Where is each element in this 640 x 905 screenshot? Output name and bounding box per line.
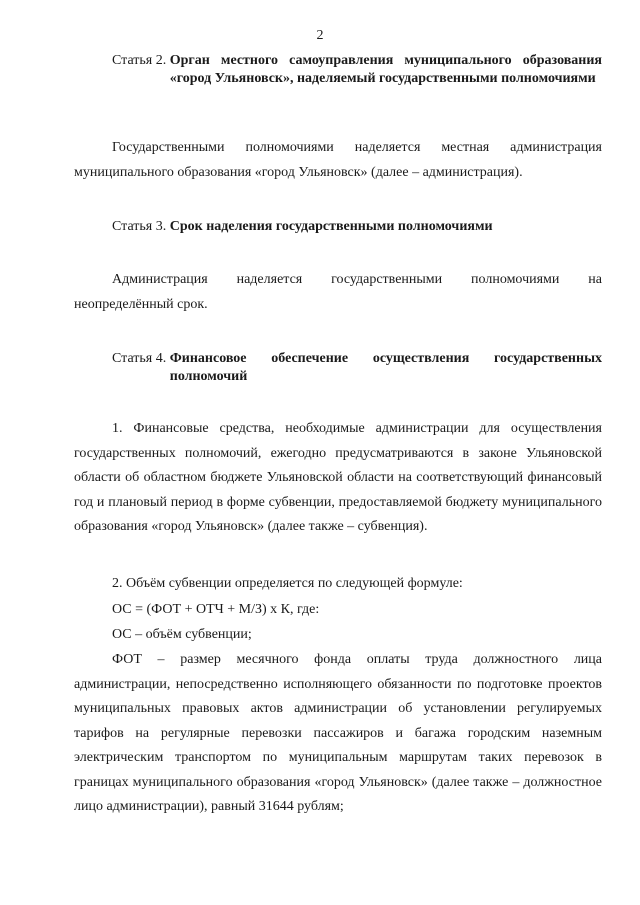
article-4-heading	[112, 350, 602, 386]
article-4-paragraph-2: 2. Объём субвенции определяется по следующей формуле:	[112, 576, 463, 591]
page-number: 2	[316, 28, 324, 43]
article-3-body: Администрация наделяется государственными полномочиями на неопределённый срок.	[74, 272, 602, 312]
fot-definition: ФОТ – размер месячного фонда оплаты труда должностного лица администрации, непосредственно исполняющего обязанности по подготовке проектов муниципальных правовых актов администрации об установлении регулируемых тарифов на регулярные перевозки пассажиров и багажа городским наземным электрическим транспортом по муниципальным маршрутам таких перевозок в границах муниципального образования «город Ульяновск» (далее также – должностное лицо администрации), равный 31644 рублям;	[74, 652, 602, 814]
article-2-body: Государственными полномочиями наделяется местная администрация муниципального образования «город Ульяновск» (далее – администрация).	[74, 140, 602, 180]
article-2-heading	[112, 52, 602, 88]
oc-definition: ОС – объём субвенции;	[112, 627, 252, 642]
article-3-title: Срок наделения государственными полномочиями	[169, 219, 493, 234]
article-4-title: Финансовое обеспечение осуществления государственных полномочий	[169, 351, 602, 384]
article-2-number: Статья 2.	[112, 53, 167, 68]
article-2-title: Орган местного самоуправления муниципального образования «город Ульяновск», наделяемый государственными полномочиями	[169, 53, 602, 86]
article-3-number: Статья 3.	[112, 219, 167, 234]
article-3-heading	[112, 218, 602, 236]
article-4-paragraph-1: 1. Финансовые средства, необходимые администрации для осуществления государственных полномочий, ежегодно предусматриваются в законе Ульяновской области об областном бюджете Ульяновской области на соответствующий финансовый год и плановый период в форме субвенции, предоставляемой бюджету муниципального образования «город Ульяновск» (далее также – субвенция).	[74, 421, 602, 534]
article-4-number: Статья 4.	[112, 351, 167, 366]
formula: ОС = (ФОТ + ОТЧ + М/З) х К, где:	[112, 602, 320, 617]
